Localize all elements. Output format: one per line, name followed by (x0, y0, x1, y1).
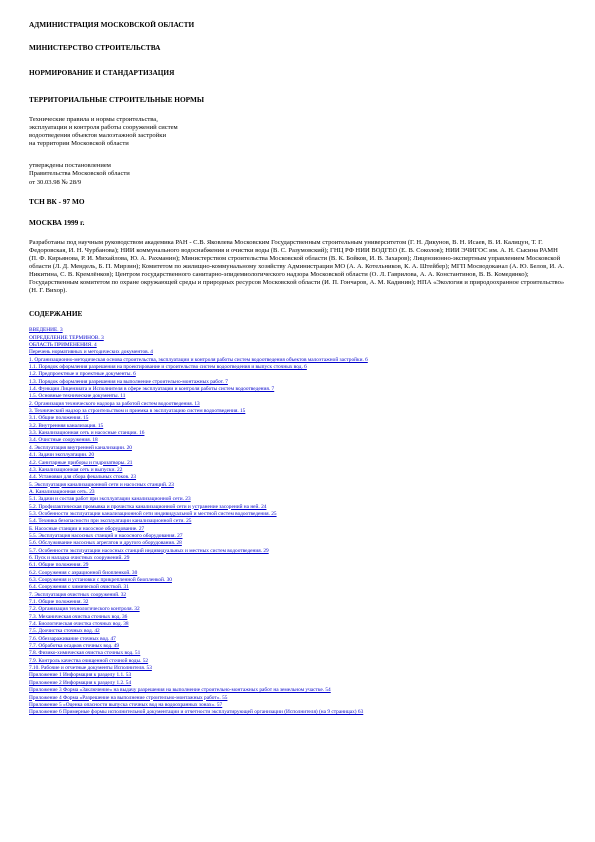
toc-link[interactable]: 1.4. Функции Лицензиата и Исполнителя в сфере эксплуатации и контроля работы систем водоотведения. 7 (29, 386, 275, 393)
toc-item (29, 526, 565, 533)
toc-link[interactable]: 1.5. Основные технические документы. 11 (29, 393, 126, 400)
toc-item (29, 423, 565, 430)
toc-item (29, 702, 565, 709)
toc-link[interactable]: Приложение 2 Информация к разделу 1.2. 54 (29, 679, 132, 686)
toc-item (29, 687, 565, 694)
department-header: НОРМИРОВАНИЕ И СТАНДАРТИЗАЦИЯ (29, 68, 175, 77)
toc-link[interactable]: 3.4. Очистные сооружения. 18 (29, 437, 98, 444)
toc-link[interactable]: 5.4. Техника безопасности при эксплуатации канализационной сети. 25 (29, 518, 192, 525)
toc-item (29, 393, 565, 400)
toc-link[interactable]: 6.4. Сооружения с химической очисткой. 31 (29, 584, 129, 591)
toc-item (29, 511, 565, 518)
toc-link[interactable]: 5.7. Особенности эксплуатации насосных станций индивидуальных и местных систем водоотведения. 29 (29, 547, 269, 554)
table-of-contents (29, 327, 565, 716)
toc-item (29, 548, 565, 555)
toc-item (29, 584, 565, 591)
toc-item (29, 606, 565, 613)
toc-link[interactable]: 3.2. Внутренняя канализация. 15 (29, 422, 104, 429)
toc-link[interactable]: 6.3. Сооружения и установки с прикрепленной биопленкой. 30 (29, 577, 172, 583)
toc-item (29, 327, 565, 334)
toc-item (29, 672, 565, 679)
toc-link[interactable]: Приложение 4 Форма «Разрешение на выполнение строительно-монтажных работ». 55 (29, 694, 228, 701)
toc-link[interactable]: 2. Организация технического надзора за работой систем водоотведения. 13 (29, 400, 200, 407)
ministry-header: МИНИСТЕРСТВО СТРОИТЕЛЬСТВА (29, 43, 161, 52)
toc-link[interactable]: 7.4. Биологическая очистка сточных вод. 38 (29, 621, 129, 628)
toc-item (29, 643, 565, 650)
toc-link[interactable]: 5.5. Эксплуатация насосных станций и насосного оборудования. 27 (29, 532, 183, 539)
toc-item (29, 415, 565, 422)
title-line: на территории Московской области (29, 140, 129, 148)
toc-link[interactable]: 4.1. Задачи эксплуатации. 20 (29, 452, 95, 459)
toc-link[interactable]: 4. Эксплуатация внутренней канализации. 20 (29, 444, 132, 451)
toc-link[interactable]: 3. Технический надзор за строительством и приемка в эксплуатацию систем водоотведения. 15 (29, 408, 246, 415)
toc-link[interactable]: А. Канализационная сеть. 23 (29, 488, 95, 495)
toc-link[interactable]: Приложение 6 Примерные формы исполнительной документации и отчетности эксплуатирующей организации (Исполнителя) (на 9 страницах) 63 (29, 709, 364, 716)
toc-item (29, 577, 565, 584)
approval-block (29, 162, 565, 186)
toc-item (29, 349, 565, 356)
approval-line: Правительства Московской области (29, 170, 130, 178)
toc-link[interactable]: 7.5. Доочистка сточных вод. 42 (29, 628, 100, 635)
toc-link[interactable]: Перечень нормативных и методических документов. 4 (29, 349, 153, 356)
toc-item (29, 592, 565, 599)
document-title (29, 116, 565, 148)
toc-link[interactable]: 5.2. Профилактическая промывка и прочистка канализационной сети и устранение засорений на ней. 24 (29, 503, 267, 510)
org-header: АДМИНИСТРАЦИЯ МОСКОВСКОЙ ОБЛАСТИ (29, 20, 195, 29)
toc-item (29, 371, 565, 378)
toc-item (29, 386, 565, 393)
toc-link[interactable]: Приложение 3 Форма «Заключение» на выдачу разрешения на выполнение строительно-монтажных работ на земельном участке. 54 (29, 687, 331, 694)
developers-paragraph: Разработаны под научным руководством академика РАН - С.В. Яковлева Московским Государственным строительным университетом (Г. Н. Дикунов, В. Н. Исаев, В. И. Калицун, Т. Г. Федоровская, И. Н. Чурбанова); НИИ коммунального водоснабжения и очистки воды (В. С. Разумовский); ГНЦ РФ НИИ ВОДГЕО (Е. В. Соколов); НИИ ЭЧИГОС им. А. Н. Сысина РАМН (П. Ф. Кирьянова, Р. И. Михайлова, Ю. А. Рахманин); Министерством строительства Московской области (В. К. Бойков, И. В. Захаров); Лицензионно-экспертным управлением Московской области (Л. Д. Мендель, Б. П. Мирзин); Комитетом по жилищно-коммунальному хозяйству Администрации МО (А. А. Котельников, К. А. Штейбер); МГП Мосводоканал (А. Ю. Белов, И. А. Никитина, С. В. Кремлёнков); Центром государственного санитарно-эпидемиологического надзора Московской области (О. Л. Гаврилова, А. А. Константинов, В. В. Комедянко); Государственным комитетом по охране окружающей среды и природных ресурсов Московской области (И. П. Гончаров, А. М. Кадинин); НПА «Экология и природоохранное строительство» (Н. Г. Вихор). (29, 238, 565, 295)
toc-link[interactable]: 6. Пуск и наладка очистных сооружений. 29 (29, 554, 130, 561)
document-code: ТСН ВК - 97 МО (29, 196, 85, 206)
toc-link[interactable]: 3.3. Канализационная сеть и насосные станции. 16 (29, 430, 145, 437)
toc-item (29, 650, 565, 657)
toc-item (29, 467, 565, 474)
toc-item (29, 452, 565, 459)
norms-header: ТЕРРИТОРИАЛЬНЫЕ СТРОИТЕЛЬНЫЕ НОРМЫ (29, 95, 205, 104)
toc-link[interactable]: 4.3. Канализационная сеть и выпуски. 22 (29, 466, 123, 473)
toc-item (29, 562, 565, 569)
approval-line: от 30.03.98 № 28/9 (29, 178, 82, 186)
toc-link[interactable]: 1.1. Порядок оформления разрешения на проектирование и строительство систем водоотведения и выпуск сточных вод. 6 (29, 364, 307, 371)
toc-item (29, 474, 565, 481)
toc-link[interactable]: 7.6. Обеззараживание сточных вод. 47 (29, 635, 116, 642)
toc-item (29, 695, 565, 702)
title-line: эксплуатации и контроля работы сооружений систем (29, 124, 178, 132)
toc-link[interactable]: 6.1. Общие положения. 29 (29, 562, 89, 569)
toc-item (29, 628, 565, 635)
toc-item (29, 408, 565, 415)
toc-item (29, 570, 565, 577)
approval-line: утверждены постановлением (29, 162, 111, 170)
toc-link[interactable]: 7.7. Обработка осадков сточных вод. 49 (29, 643, 120, 650)
toc-link[interactable]: 1.2. Предпроектные и проектные документы. 6 (29, 371, 136, 378)
toc-item (29, 496, 565, 503)
toc-link[interactable]: 5.3. Особенности эксплуатации канализационной сети индивидуальной и местной систем водоотведения. 25 (29, 510, 277, 517)
toc-link[interactable]: Б. Насосные станции и насосное оборудование. 27 (29, 525, 145, 532)
toc-link[interactable]: ОПРЕДЕЛЕНИЕ ТЕРМИНОВ. 3 (29, 334, 104, 341)
toc-item (29, 401, 565, 408)
toc-link[interactable]: ВВЕДЕНИЕ. 3 (29, 327, 63, 334)
toc-item (29, 665, 565, 672)
toc-link[interactable]: 5.6. Обслуживание насосных агрегатов и другого оборудования. 28 (29, 540, 182, 547)
toc-link[interactable]: 1. Организационно-методическая основа строительства, эксплуатации и контроля работы систем водоотведения объектов малоэтажной застройки. 6 (29, 356, 368, 363)
toc-item (29, 658, 565, 665)
toc-link[interactable]: 7.10. Рабочие и отчетные документы Исполнителя. 53 (29, 665, 152, 672)
toc-item (29, 709, 565, 716)
toc-link[interactable]: 5. Эксплуатация канализационной сети и насосных станций. 23 (29, 481, 174, 488)
toc-item (29, 621, 565, 628)
toc-item (29, 482, 565, 489)
toc-link[interactable]: 7.1. Общие положения. 32 (29, 599, 89, 606)
toc-link[interactable]: 7.9. Контроль качества очищенной сточной воды. 52 (29, 657, 149, 664)
toc-link[interactable]: 4.4. Установки для сбора фекальных стоков. 23 (29, 474, 137, 481)
toc-item (29, 504, 565, 511)
toc-link[interactable]: 3.1. Общие положения. 15 (29, 415, 89, 422)
toc-link[interactable]: 7.3. Механическая очистка сточных вод. 36 (29, 613, 128, 620)
toc-link[interactable]: Приложение 5 «Оценка опасности выпуска сточных вод на водоохранных зонах». 57 (29, 701, 223, 708)
toc-item (29, 680, 565, 687)
toc-item (29, 335, 565, 342)
toc-item (29, 518, 565, 525)
toc-item (29, 533, 565, 540)
toc-item (29, 364, 565, 371)
toc-item (29, 599, 565, 606)
toc-item (29, 445, 565, 452)
toc-item (29, 636, 565, 643)
toc-link[interactable]: 5.1. Задачи и состав работ при эксплуатации канализационной сети. 23 (29, 496, 191, 503)
toc-link[interactable]: 7. Эксплуатация очистных сооружений. 32 (29, 591, 127, 598)
title-line: водоотведения объектов малоэтажной застройки (29, 132, 166, 140)
toc-item (29, 342, 565, 349)
toc-heading: СОДЕРЖАНИЕ (29, 309, 83, 319)
toc-link[interactable]: Приложение 1 Информация к разделу 1.1. 53 (29, 672, 132, 679)
title-line: Технические правила и нормы строительства, (29, 116, 158, 123)
toc-link[interactable]: 7.2. Организация технологического контроля. 32 (29, 606, 140, 613)
toc-link[interactable]: 7.8. Физико-химическая очистка сточных вод. 51 (29, 650, 141, 657)
toc-item (29, 460, 565, 467)
toc-link[interactable]: 1.3. Порядок оформления разрешения на выполнение строительно-монтажных работ. 7 (29, 378, 228, 385)
toc-link[interactable]: 4.2. Санитарные приборы и гидрозатворы. 21 (29, 459, 133, 466)
toc-item (29, 379, 565, 386)
toc-item (29, 555, 565, 562)
toc-link[interactable]: 6.2. Сооружения с аэрационной биопленкой. 30 (29, 569, 138, 576)
toc-item (29, 430, 565, 437)
toc-item (29, 437, 565, 444)
toc-link[interactable]: ОБЛАСТЬ ПРИМЕНЕНИЯ. 4 (29, 342, 97, 348)
toc-item (29, 357, 565, 364)
toc-item (29, 540, 565, 547)
toc-item (29, 614, 565, 621)
toc-item (29, 489, 565, 496)
city-year: МОСКВА 1999 г. (29, 217, 85, 227)
